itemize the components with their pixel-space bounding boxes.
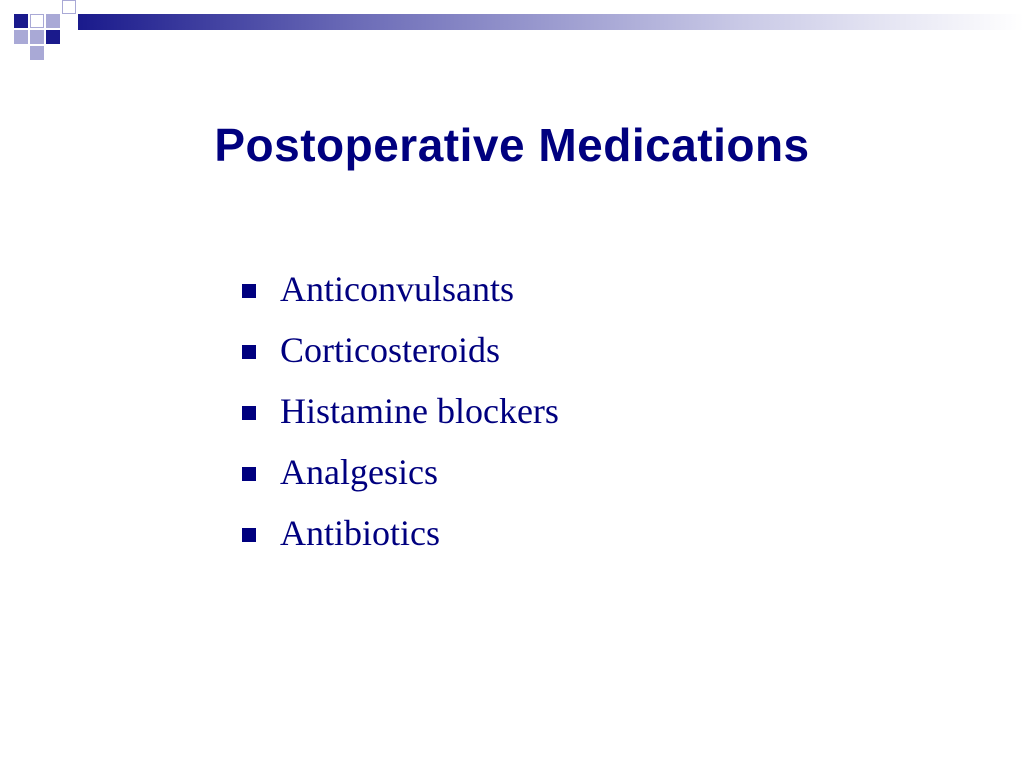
list-item [242, 387, 559, 448]
bullet-text: Analgesics [280, 452, 438, 492]
bullet-list [242, 265, 559, 570]
slide-title: Postoperative Medications [214, 119, 810, 171]
header-gradient-bar [78, 14, 1024, 30]
bullet-text: Anticonvulsants [280, 269, 514, 309]
list-item [242, 326, 559, 387]
decorative-squares [0, 0, 80, 64]
deco-square [46, 30, 60, 44]
deco-square [30, 30, 44, 44]
list-item [242, 448, 559, 509]
square-bullet-icon [242, 284, 256, 298]
deco-square [14, 14, 28, 28]
square-bullet-icon [242, 345, 256, 359]
deco-square [30, 14, 44, 28]
list-item [242, 509, 559, 570]
deco-square [46, 14, 60, 28]
bullet-text: Antibiotics [280, 513, 440, 553]
square-bullet-icon [242, 467, 256, 481]
deco-square [30, 46, 44, 60]
deco-square [62, 0, 76, 14]
bullet-text: Histamine blockers [280, 391, 559, 431]
square-bullet-icon [242, 406, 256, 420]
bullet-text: Corticosteroids [280, 330, 500, 370]
square-bullet-icon [242, 528, 256, 542]
deco-square [14, 30, 28, 44]
list-item [242, 265, 559, 326]
